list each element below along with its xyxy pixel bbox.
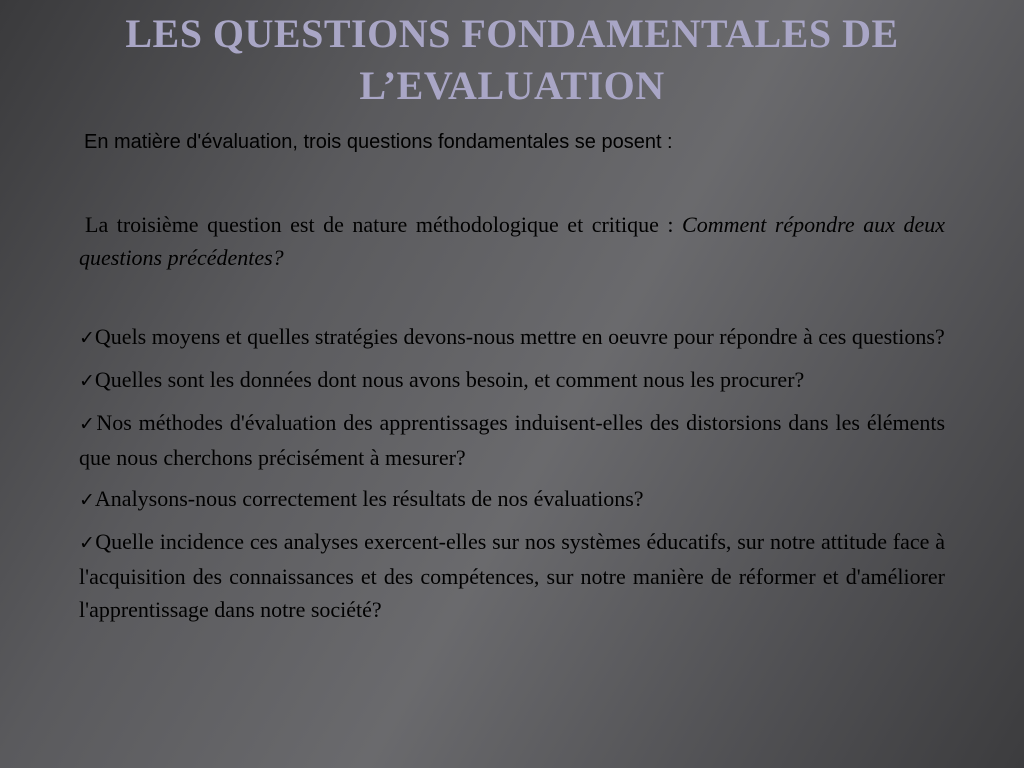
checkmark-icon: ✓ xyxy=(79,532,96,554)
checkmark-icon: ✓ xyxy=(79,327,95,349)
methodology-paragraph xyxy=(79,208,945,274)
list-item xyxy=(79,363,945,398)
list-item-text: Analysons-nous correctement les résultats de nos évaluations? xyxy=(94,486,644,511)
checkmark-icon: ✓ xyxy=(79,413,97,435)
slide-body xyxy=(79,208,945,634)
list-item-text: Nos méthodes d'évaluation des apprentissages induisent-elles des distorsions dans les éléments que nous cherchons précisément à mesurer? xyxy=(79,410,946,470)
checkmark-icon: ✓ xyxy=(79,370,95,392)
list-item xyxy=(79,482,945,517)
paragraph-italic-question: Comment répondre aux deux questions précédentes? xyxy=(79,212,945,270)
list-item-text: Quels moyens et quelles stratégies devons-nous mettre en oeuvre pour répondre à ces questions? xyxy=(94,324,945,349)
slide-title-line-2: L’EVALUATION xyxy=(359,63,665,108)
list-item-text: Quelles sont les données dont nous avons besoin, et comment nous les procurer? xyxy=(94,367,805,392)
list-item xyxy=(79,320,945,355)
checkmark-icon: ✓ xyxy=(79,489,95,511)
question-list xyxy=(79,320,945,626)
slide-title-line-1: LES QUESTIONS FONDAMENTALES DE xyxy=(125,11,899,56)
list-item-text: Quelle incidence ces analyses exercent-elles sur nos systèmes éducatifs, sur notre attitude face à l'acquisition des connaissances et des compétences, sur notre manière de réformer et d'améliorer l'apprentissage dans notre société? xyxy=(79,529,946,622)
slide-title xyxy=(0,8,1024,112)
list-item xyxy=(79,406,945,474)
intro-text: En matière d'évaluation, trois questions fondamentales se posent : xyxy=(84,131,673,153)
list-item xyxy=(79,525,945,626)
paragraph-text: La troisième question est de nature méthodologique et critique : xyxy=(85,212,683,237)
